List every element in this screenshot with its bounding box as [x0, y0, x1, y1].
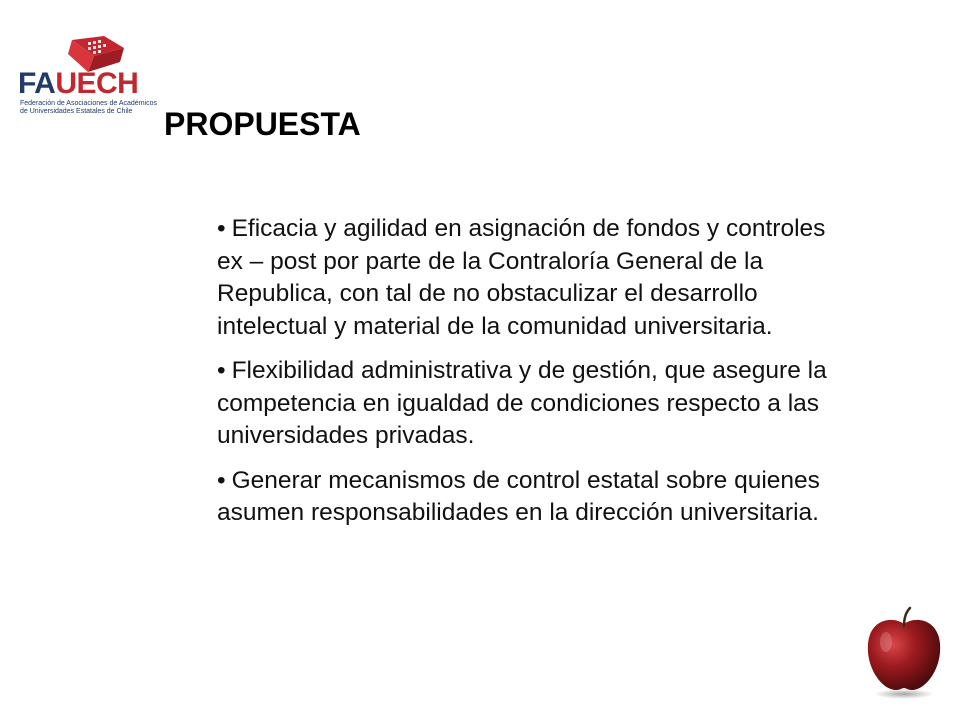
bullet-text: Eficacia y agilidad en asignación de fondos y controles ex – post por parte de la Contraloría General de la Republica, con tal de no obstaculizar el desarrollo intelectual y material de la comunidad universitaria. — [217, 215, 826, 340]
bullet-marker: • — [217, 215, 226, 242]
apple-icon — [864, 606, 944, 700]
bullet-marker: • — [217, 357, 226, 384]
logo-wordmark-part2: UECH — [55, 67, 139, 100]
logo-subtitle — [20, 100, 157, 116]
logo-subtitle-line1: Federación de Asociaciones de Académicos — [20, 100, 157, 107]
bullet-marker: • — [217, 466, 226, 494]
logo-wordmark — [18, 69, 138, 99]
logo-wordmark-part1: FA — [18, 67, 56, 100]
bullet-item — [217, 213, 851, 343]
logo-subtitle-line2: de Universidades Estatales de Chile — [20, 108, 133, 115]
bullet-text: Generar mecanismos de control estatal sobre quienes asumen responsabilidades en la dirección universitaria. — [217, 466, 820, 526]
page-title: PROPUESTA — [164, 106, 361, 142]
bullet-item — [217, 355, 851, 453]
bullet-item — [217, 465, 851, 530]
bullet-text: Flexibilidad administrativa y de gestión, que asegure la competencia en igualdad de condiciones respecto a las universidades privadas. — [217, 357, 827, 449]
organization-logo — [18, 34, 158, 126]
bullet-list — [217, 213, 851, 542]
